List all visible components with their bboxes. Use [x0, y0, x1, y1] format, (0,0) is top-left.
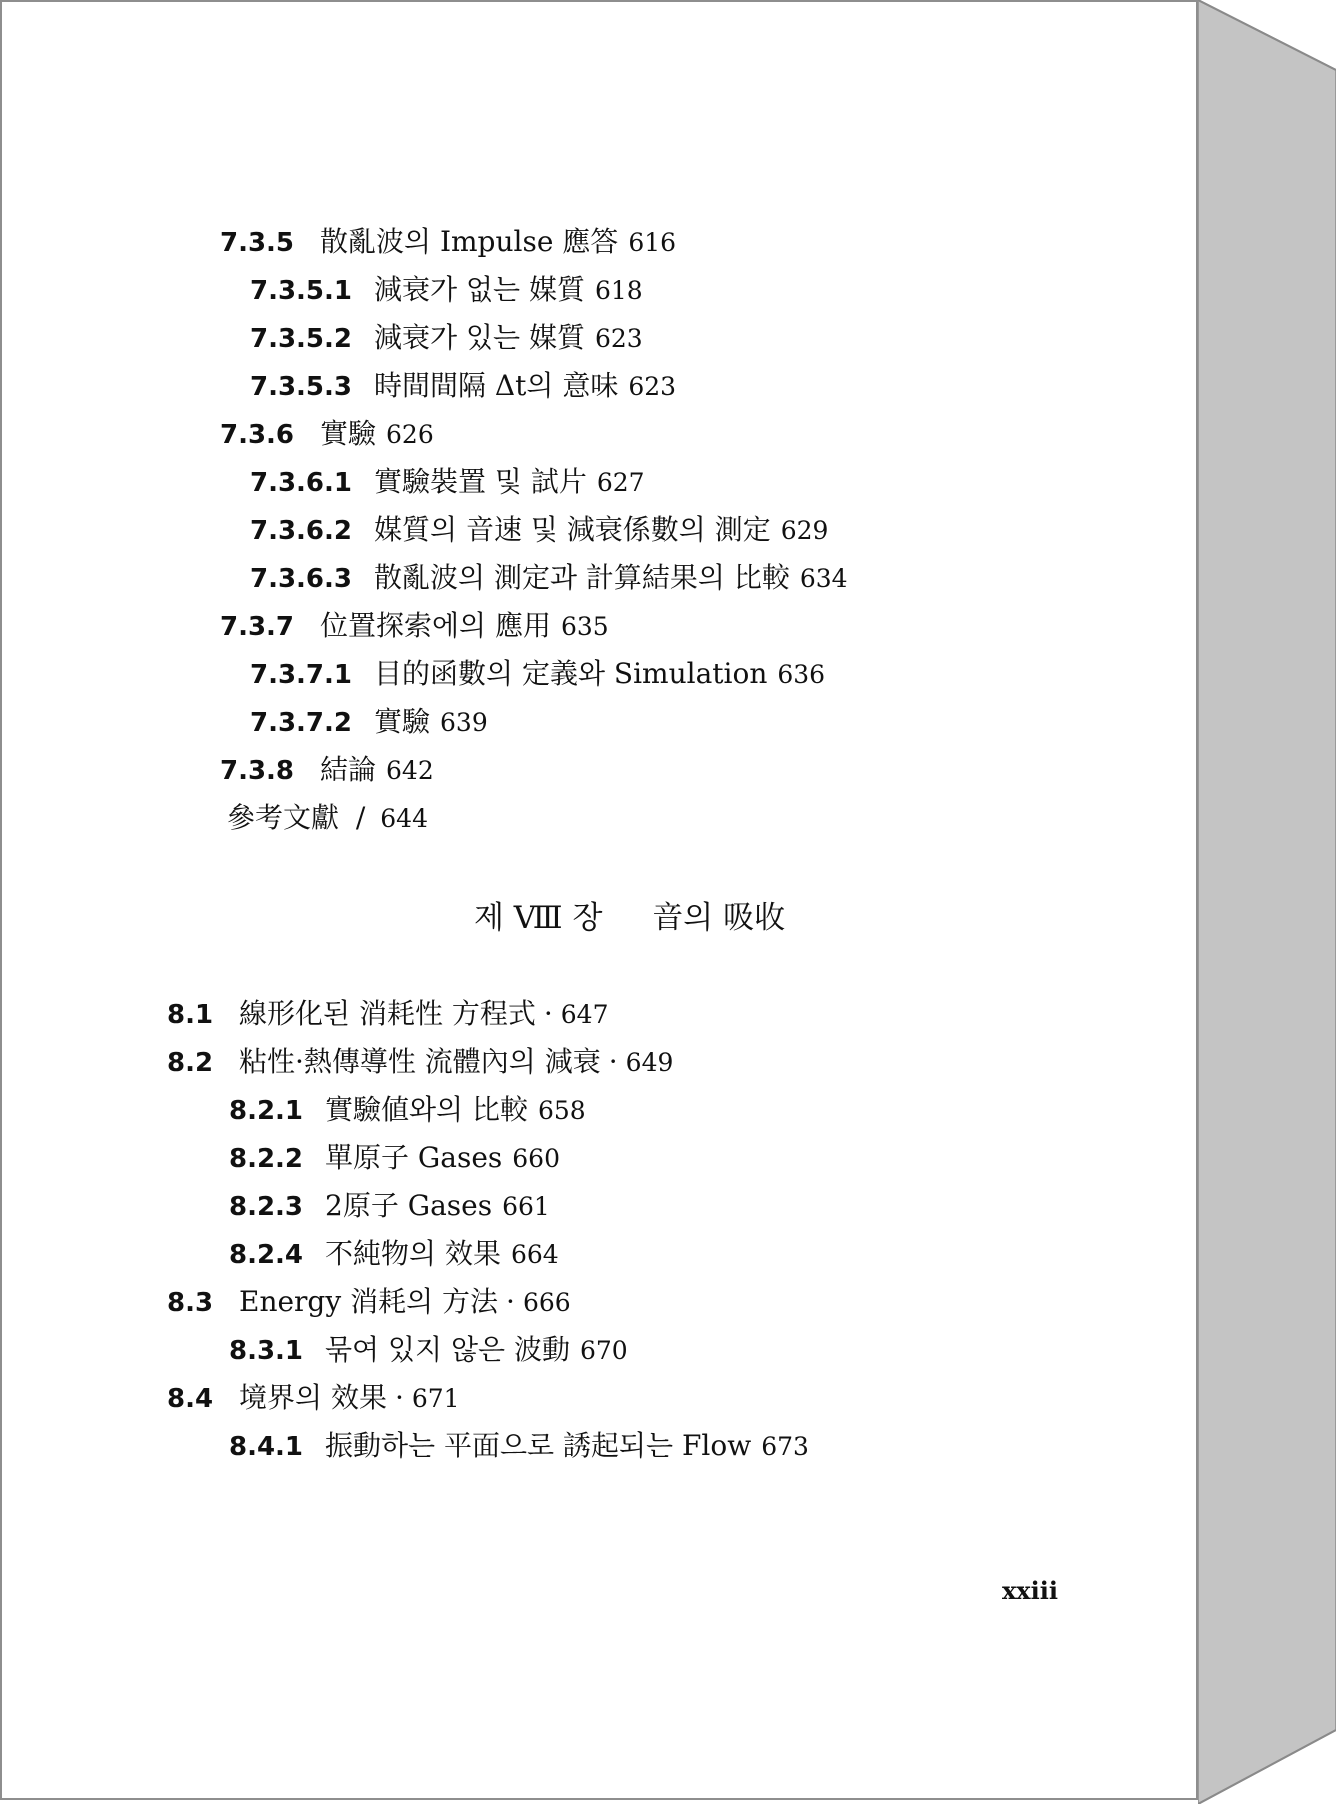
toc-entry-number: 7.3.5 [220, 228, 295, 258]
toc-entry-number: 7.3.6.1 [250, 468, 352, 498]
toc-entry-title: 媒質의 音速 및 減衰係數의 測定 [374, 513, 771, 546]
toc-entry-title: 散亂波의 測定과 計算結果의 比較 [374, 561, 790, 594]
toc-entry-title: 結論 [320, 753, 377, 786]
toc-entry-page: 658 [538, 1096, 586, 1125]
toc-entry-number: 8.3 [167, 1288, 214, 1318]
toc-entry-number: 7.3.6.2 [250, 516, 352, 546]
toc-entry [250, 368, 676, 405]
toc-entry-title: 實驗 [374, 705, 431, 738]
toc-entry-page: 647 [560, 1000, 609, 1029]
toc-entry-page: 661 [502, 1192, 550, 1221]
toc-entry-page: 634 [799, 564, 848, 593]
toc-entry-number: 8.1 [167, 1000, 214, 1030]
toc-entry [220, 608, 609, 645]
page-number: xxiii [1002, 1576, 1058, 1605]
toc-entry [250, 464, 645, 501]
toc-entry [220, 224, 676, 261]
toc-entry-title: 不純物의 效果 [325, 1237, 501, 1270]
toc-entry-separator: · [543, 997, 553, 1030]
toc-entry [250, 656, 825, 693]
toc-entry-number: 7.3.6 [220, 420, 295, 450]
toc-entry-title: 線形化된 消耗性 方程式 [239, 997, 536, 1030]
toc-entry [250, 704, 488, 741]
toc-entry-title: 實驗 [320, 417, 377, 450]
toc-entry [229, 1236, 559, 1273]
toc-entry [229, 1332, 628, 1369]
chapter-8-number: 제 Ⅷ 장 [474, 900, 603, 936]
toc-entry-page: 660 [512, 1144, 560, 1173]
toc-entry-title: 目的函數의 定義와 Simulation [374, 657, 768, 690]
toc-entry-number: 8.4 [167, 1384, 214, 1414]
toc-entry-number: 7.3.7.1 [250, 660, 352, 690]
toc-entry-title: 減衰가 없는 媒質 [374, 273, 585, 306]
book-spine-edge [1198, 0, 1336, 1804]
toc-entry-page: 626 [386, 420, 434, 449]
references-page: 644 [380, 804, 428, 833]
toc-entry-page: 623 [594, 324, 643, 353]
toc-entry [220, 752, 434, 789]
toc-entry-number: 8.2.3 [229, 1192, 304, 1222]
toc-entry-number: 7.3.8 [220, 756, 295, 786]
toc-entry [167, 996, 608, 1033]
toc-entry-page: 635 [561, 612, 609, 641]
toc-entry-page: 642 [386, 756, 434, 785]
toc-entry-title: 묶여 있지 않은 波動 [325, 1333, 570, 1366]
references-separator: / [355, 801, 366, 834]
toc-entry-number: 8.3.1 [229, 1336, 304, 1366]
toc-entry-number: 7.3.5.3 [250, 372, 352, 402]
toc-entry-number: 8.2.1 [229, 1096, 304, 1126]
toc-entry-number: 7.3.5.1 [250, 276, 352, 306]
toc-entry [250, 272, 643, 309]
toc-entry-number: 7.3.5.2 [250, 324, 352, 354]
toc-entry-title: 2原子 Gases [325, 1189, 493, 1222]
toc-entry-number: 8.2.4 [229, 1240, 304, 1270]
references-entry [227, 800, 428, 837]
toc-entry-page: 673 [761, 1432, 809, 1461]
toc-entry-separator: · [608, 1045, 618, 1078]
toc-entry [250, 512, 828, 549]
toc-entry [229, 1140, 560, 1177]
toc-entry-page: 623 [628, 372, 677, 401]
toc-entry [229, 1092, 586, 1129]
toc-entry-number: 8.4.1 [229, 1432, 304, 1462]
toc-entry [167, 1380, 460, 1417]
references-label: 參考文獻 [227, 801, 340, 834]
toc-entry [229, 1188, 550, 1225]
toc-entry-number: 7.3.7.2 [250, 708, 352, 738]
toc-entry [250, 560, 848, 597]
toc-entry [220, 416, 434, 453]
toc-entry [250, 320, 643, 357]
toc-entry-separator: · [506, 1285, 515, 1318]
toc-entry-title: 振動하는 平面으로 誘起되는 Flow [325, 1429, 752, 1462]
chapter-8-heading [474, 898, 785, 938]
toc-entry-page: 649 [625, 1048, 674, 1077]
toc-entry-title: 實驗裝置 및 試片 [374, 465, 587, 498]
toc-entry-page: 616 [628, 228, 677, 257]
toc-entry-page: 636 [777, 660, 826, 689]
toc-entry [167, 1044, 673, 1081]
toc-entry-title: 減衰가 있는 媒質 [374, 321, 585, 354]
toc-entry-page: 639 [440, 708, 488, 737]
toc-entry-page: 618 [594, 276, 643, 305]
toc-entry-page: 629 [780, 516, 829, 545]
toc-entry-title: 位置探索에의 應用 [320, 609, 551, 642]
toc-entry [167, 1284, 571, 1321]
toc-entry [229, 1428, 809, 1465]
toc-entry-number: 7.3.6.3 [250, 564, 352, 594]
toc-entry-title: 單原子 Gases [325, 1141, 503, 1174]
toc-entry-page: 627 [596, 468, 645, 497]
toc-entry-page: 671 [411, 1384, 460, 1413]
toc-entry-page: 666 [522, 1288, 571, 1317]
toc-entry-number: 8.2 [167, 1048, 214, 1078]
toc-entry-title: 粘性·熱傳導性 流體內의 減衰 [239, 1045, 601, 1078]
toc-entry-page: 670 [580, 1336, 628, 1365]
chapter-8-title: 音의 吸收 [652, 900, 786, 936]
toc-entry-title: 散亂波의 Impulse 應答 [320, 225, 619, 258]
toc-entry-page: 664 [510, 1240, 559, 1269]
toc-entry-number: 8.2.2 [229, 1144, 304, 1174]
toc-entry-title: Energy 消耗의 方法 [239, 1285, 499, 1318]
toc-entry-title: 境界의 效果 [239, 1381, 387, 1414]
toc-entry-title: 實驗値와의 比較 [325, 1093, 528, 1126]
toc-entry-number: 7.3.7 [220, 612, 295, 642]
toc-entry-separator: · [394, 1381, 404, 1414]
toc-entry-title: 時間間隔 Δt의 意味 [374, 369, 619, 402]
